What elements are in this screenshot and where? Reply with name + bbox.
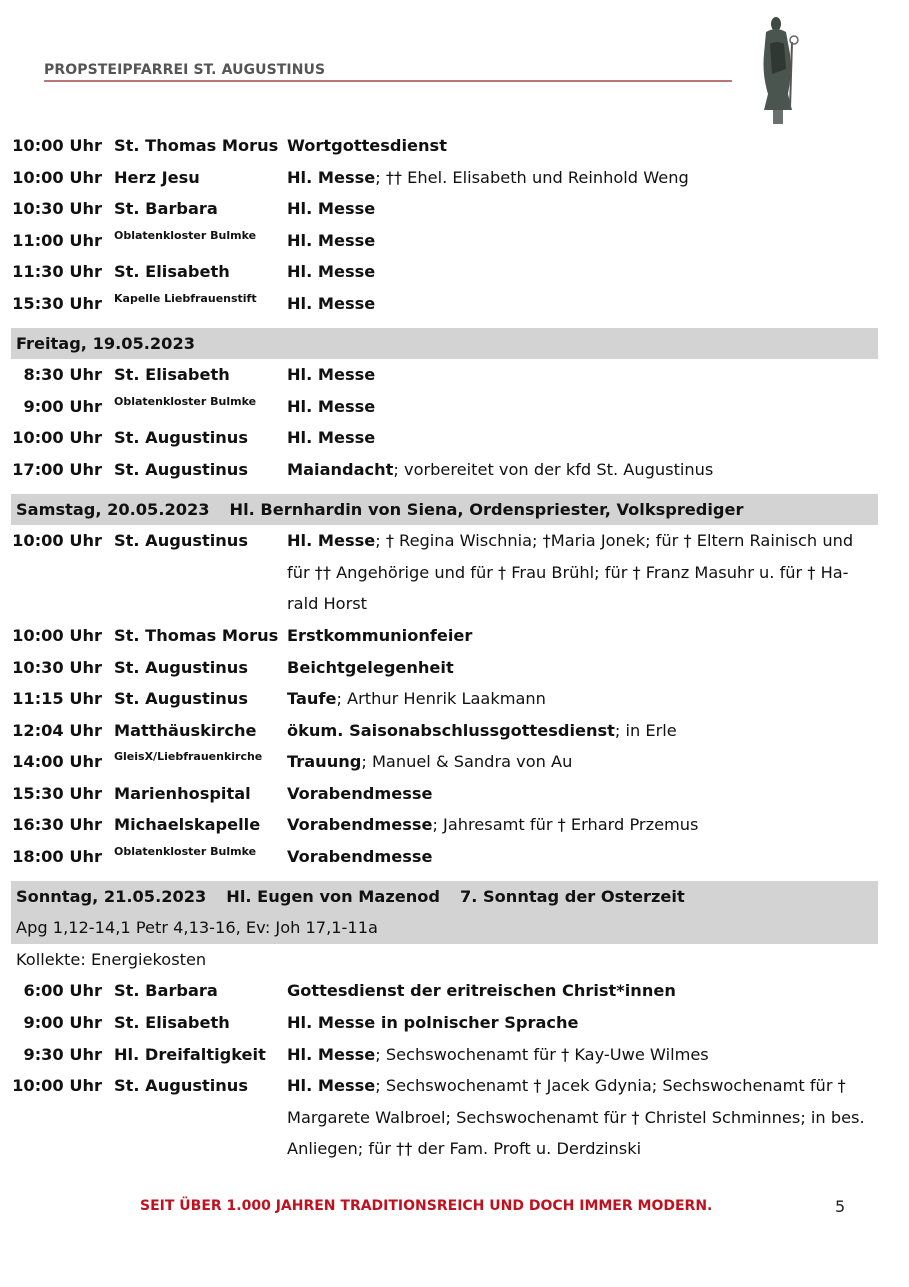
service-title: Hl. Messe	[287, 293, 376, 313]
service-title: Erstkommunionfeier	[287, 625, 473, 645]
service-description	[287, 525, 879, 620]
service-location: St. Augustinus	[114, 531, 248, 551]
service-entry	[11, 746, 878, 778]
service-entry	[11, 359, 878, 391]
service-location: St. Elisabeth	[114, 262, 230, 282]
section-spacer	[11, 873, 878, 881]
service-description	[287, 620, 879, 652]
page-number: 5	[835, 1197, 846, 1216]
service-entry	[11, 1007, 878, 1039]
service-title: Vorabendmesse	[287, 815, 433, 835]
service-location: Herz Jesu	[114, 167, 200, 187]
service-description	[287, 841, 879, 873]
service-entry	[11, 525, 878, 620]
service-location: St. Barbara	[114, 981, 218, 1001]
service-description	[287, 746, 879, 778]
service-entry	[11, 620, 878, 652]
service-description	[287, 359, 879, 391]
service-schedule	[11, 130, 878, 1165]
service-time: 10:00 Uhr	[12, 428, 102, 448]
day-header	[11, 328, 878, 360]
service-note: ; vorbereitet von der kfd St. Augustinus	[393, 459, 714, 479]
service-time: 11:30 Uhr	[12, 262, 102, 282]
service-note: ; Arthur Henrik Laakmann	[336, 689, 546, 709]
service-entry	[11, 288, 878, 320]
service-location: Oblatenkloster Bulmke	[114, 845, 257, 859]
service-entry	[11, 193, 878, 225]
service-title: Hl. Messe	[287, 365, 376, 385]
service-description	[287, 162, 879, 194]
header-divider	[44, 80, 732, 82]
service-entry	[11, 1070, 878, 1165]
day-date: Samstag, 20.05.2023	[16, 499, 210, 519]
service-description	[287, 1039, 879, 1071]
day-date: Sonntag, 21.05.2023	[16, 886, 207, 906]
service-location: Marienhospital	[114, 783, 251, 803]
day-header	[11, 494, 878, 526]
service-time: 16:30 Uhr	[12, 815, 102, 835]
service-title: Trauung	[287, 752, 362, 772]
service-description	[287, 778, 879, 810]
service-description	[287, 130, 879, 162]
feast-day: Hl. Eugen von Mazenod	[226, 886, 440, 906]
service-location: Oblatenkloster Bulmke	[114, 228, 257, 242]
service-time: 10:00 Uhr	[12, 136, 102, 155]
service-location: St. Augustinus	[114, 1076, 248, 1096]
service-title: Hl. Messe	[287, 531, 376, 551]
service-entry	[11, 1039, 878, 1071]
service-time: 18:00 Uhr	[12, 847, 102, 867]
service-note: ; Jahresamt für † Erhard Przemus	[432, 815, 699, 835]
service-note: ; † Regina Wischnia; †Maria Jonek; für † Eltern Rainisch und für †† Angehörige und für † Frau Brühl; für † Franz Masuhr u. für † Ha-rald Horst	[287, 531, 854, 614]
service-time: 9:00 Uhr	[23, 396, 102, 416]
feast-day: Hl. Bernhardin von Siena, Ordenspriester, Volksprediger	[229, 499, 744, 519]
service-location: GleisX/Liebfrauenkirche	[114, 750, 263, 764]
service-title: Gottesdienst der eritreischen Christ*innen	[287, 981, 676, 1001]
service-description	[287, 683, 879, 715]
day-date: Freitag, 19.05.2023	[16, 333, 195, 353]
service-time: 10:30 Uhr	[12, 199, 102, 219]
section-spacer	[11, 320, 878, 328]
service-time: 9:00 Uhr	[23, 1013, 102, 1033]
service-time: 11:15 Uhr	[12, 689, 102, 709]
service-title: Hl. Messe	[287, 1044, 376, 1064]
service-title: Hl. Messe	[287, 262, 376, 282]
service-title: Taufe	[287, 689, 337, 709]
service-location: St. Augustinus	[114, 428, 248, 448]
service-location: St. Augustinus	[114, 459, 248, 479]
service-entry	[11, 652, 878, 684]
service-title: Hl. Messe	[287, 428, 376, 448]
service-time: 17:00 Uhr	[12, 459, 102, 479]
service-location: Oblatenkloster Bulmke	[114, 394, 257, 408]
service-description	[287, 288, 879, 320]
service-time: 14:00 Uhr	[12, 752, 102, 772]
section-spacer	[11, 486, 878, 494]
saint-statue-icon	[752, 14, 814, 126]
service-location: St. Barbara	[114, 199, 218, 219]
service-title: Hl. Messe	[287, 1076, 376, 1096]
service-entry	[11, 256, 878, 288]
service-description	[287, 422, 879, 454]
service-time: 15:30 Uhr	[12, 783, 102, 803]
service-note: ; Manuel & Sandra von Au	[361, 752, 573, 772]
service-time: 12:04 Uhr	[12, 720, 102, 740]
service-location: St. Augustinus	[114, 657, 248, 677]
service-time: 10:00 Uhr	[12, 531, 102, 551]
service-entry	[11, 391, 878, 423]
service-title: Beichtgelegenheit	[287, 657, 454, 677]
service-title: Wortgottesdienst	[287, 136, 447, 155]
service-note: ; †† Ehel. Elisabeth und Reinhold Weng	[375, 167, 689, 187]
service-time: 10:30 Uhr	[12, 657, 102, 677]
service-entry	[11, 162, 878, 194]
service-time: 9:30 Uhr	[23, 1044, 102, 1064]
service-title: ökum. Saisonabschlussgottesdienst	[287, 720, 615, 740]
service-description	[287, 391, 879, 423]
service-entry	[11, 130, 878, 162]
service-title: Hl. Messe	[287, 199, 376, 219]
service-title: Maiandacht	[287, 459, 394, 479]
service-entry	[11, 225, 878, 257]
service-title: Hl. Messe	[287, 396, 376, 416]
service-entry	[11, 778, 878, 810]
service-entry	[11, 715, 878, 747]
service-note: ; Sechswochenamt † Jacek Gdynia; Sechswochenamt für † Margarete Walbroel; Sechswochenamt für † Christel Schminnes; in bes. Anliegen; für †† der Fam. Proft u. Derdzinski	[287, 1076, 865, 1159]
service-time: 6:00 Uhr	[23, 981, 102, 1001]
service-time: 8:30 Uhr	[23, 365, 102, 385]
service-entry	[11, 454, 878, 486]
service-description	[287, 193, 879, 225]
service-entry	[11, 975, 878, 1007]
service-time: 11:00 Uhr	[12, 230, 102, 250]
service-location: St. Thomas Morus	[114, 136, 279, 155]
service-time: 10:00 Uhr	[12, 1076, 102, 1096]
service-location: St. Elisabeth	[114, 365, 230, 385]
day-header	[11, 881, 878, 913]
service-title: Hl. Messe	[287, 230, 376, 250]
parish-title: PROPSTEIPFARREI ST. AUGUSTINUS	[44, 62, 326, 78]
service-note: ; in Erle	[614, 720, 677, 740]
collection-note: Kollekte: Energiekosten	[16, 949, 207, 969]
service-description	[287, 715, 879, 747]
service-description	[287, 454, 879, 486]
service-location: St. Elisabeth	[114, 1013, 230, 1033]
service-description	[287, 225, 879, 257]
liturgical-season: 7. Sonntag der Osterzeit	[459, 886, 685, 906]
readings: Apg 1,12-14,1 Petr 4,13-16, Ev: Joh 17,1-11a	[11, 912, 878, 944]
footer-slogan: SEIT ÜBER 1.000 JAHREN TRADITIONSREICH UND DOCH IMMER MODERN.	[140, 1198, 713, 1214]
service-description	[287, 1007, 879, 1039]
service-location: Kapelle Liebfrauenstift	[114, 291, 257, 305]
service-description	[287, 652, 879, 684]
service-entry	[11, 841, 878, 873]
service-title: Vorabendmesse	[287, 847, 433, 867]
service-note: ; Sechswochenamt für † Kay-Uwe Wilmes	[375, 1044, 709, 1064]
service-location: Matthäuskirche	[114, 720, 257, 740]
service-entry	[11, 683, 878, 715]
service-location: St. Thomas Morus	[114, 625, 279, 645]
service-location: Hl. Dreifaltigkeit	[114, 1044, 266, 1064]
service-time: 10:00 Uhr	[12, 167, 102, 187]
service-description	[287, 809, 879, 841]
service-time: 15:30 Uhr	[12, 293, 102, 313]
service-entry	[11, 809, 878, 841]
service-description	[287, 256, 879, 288]
service-entry	[11, 422, 878, 454]
service-location: Michaelskapelle	[114, 815, 261, 835]
service-title: Vorabendmesse	[287, 783, 433, 803]
service-title: Hl. Messe	[287, 167, 376, 187]
service-title: Hl. Messe in polnischer Sprache	[287, 1013, 579, 1033]
service-location: St. Augustinus	[114, 689, 248, 709]
service-time: 10:00 Uhr	[12, 625, 102, 645]
service-description	[287, 975, 879, 1007]
service-description	[287, 1070, 879, 1165]
